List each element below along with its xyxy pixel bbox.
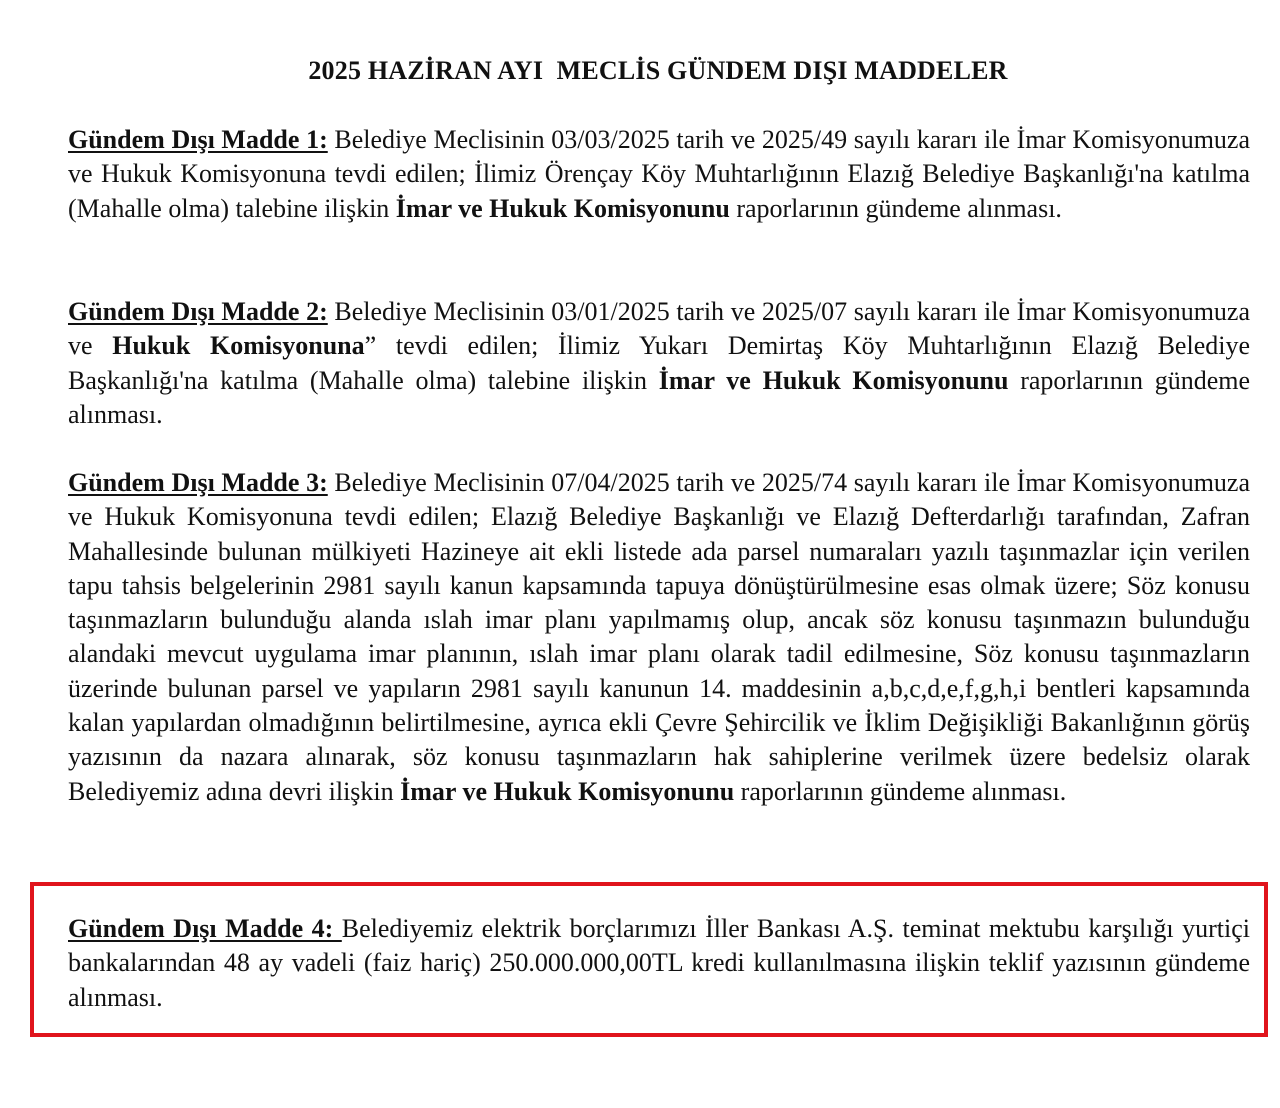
agenda-item-label: Gündem Dışı Madde 1: [68, 125, 328, 154]
agenda-item-2 [68, 295, 1250, 432]
agenda-item-text: Belediye Meclisinin 07/04/2025 tarih ve 2025/74 sayılı kararı ile İmar Komisyonumuza ve Hukuk Komisyonuna tevdi edilen; Elazığ Belediye Başkanlığı ve Elazığ Defterdarlığı tarafından, Zafran Mahallesinde bulunan mülkiyeti Hazineye ait ekli listede ada parsel numaraları yazılı taşınmazlar için verilen tapu tahsis belgelerinin 2981 sayılı kanun kapsamında tapuya dönüştürülmesine esas olmak üzere; Söz konusu taşınmazların bulunduğu alanda ıslah imar planı yapılmamış olup, ancak söz konusu taşınmazın bulunduğu alandaki mevcut uygulama imar planının, ıslah imar planı olarak tadil edilmesine, Söz konusu taşınmazların üzerinde bulunan parsel ve yapıların 2981 sayılı kanunun 14. maddesinin a,b,c,d,e,f,g,h,i bentleri kapsamında kalan yapılardan olmadığının belirtilmesine, ayrıca ekli Çevre Şehircilik ve İklim Değişikliği Bakanlığının görüş yazısının da nazara alınarak, söz konusu taşınmazların hak sahiplerine verilmek üzere bedelsiz olarak Belediyemiz adına devri ilişkin [68, 468, 1250, 806]
page-title: 2025 HAZİRAN AYI MECLİS GÜNDEM DIŞI MADDELER [308, 56, 1008, 85]
agenda-item-text: Belediye Meclisinin 03/03/2025 tarih ve 2025/49 sayılı kararı ile İmar Komisyonumuza ve Hukuk Komisyonuna tevdi edilen; İlimiz Örençay Köy Muhtarlığının Elazığ Belediye Başkanlığı'na katılma (Mahalle olma) talebine ilişkin [68, 125, 1250, 223]
agenda-item-label: Gündem Dışı Madde 2: [68, 297, 328, 326]
agenda-item-1 [68, 123, 1250, 226]
agenda-item-4 [68, 912, 1250, 1015]
agenda-item-text: raporlarının gündeme alınması. [729, 193, 1062, 223]
agenda-item-text: ” tevdi edilen; İlimiz Yukarı Demirtaş Köy Muhtarlığının Elazığ Belediye Başkanlığı'na katılma (Mahalle olma) talebine ilişkin [68, 331, 1250, 395]
agenda-item-label: Gündem Dışı Madde 3: [68, 468, 328, 497]
agenda-item-bold-text: İmar ve Hukuk Komisyonunu [395, 193, 730, 223]
agenda-item-text: raporlarının gündeme alınması. [68, 365, 1250, 429]
agenda-item-bold-text: İmar ve Hukuk Komisyonunu [658, 365, 1009, 395]
agenda-item-text: raporlarının gündeme alınması. [734, 776, 1067, 806]
agenda-item-bold-text: Hukuk Komisyonuna [112, 331, 365, 361]
agenda-item-label: Gündem Dışı Madde 4: [68, 914, 342, 943]
agenda-item-3 [68, 466, 1250, 809]
agenda-item-bold-text: İmar ve Hukuk Komisyonunu [400, 776, 735, 806]
agenda-item-text: Belediyemiz elektrik borçlarımızı İller Bankası A.Ş. teminat mektubu karşılığı yurtiçi bankalarından 48 ay vadeli (faiz hariç) 250.000.000,00TL kredi kullanılmasına ilişkin teklif yazısının gündeme alınması. [68, 914, 1250, 1012]
agenda-item-text: Belediye Meclisinin 03/01/2025 tarih ve 2025/07 sayılı kararı ile İmar Komisyonumuza ve [68, 297, 1250, 361]
